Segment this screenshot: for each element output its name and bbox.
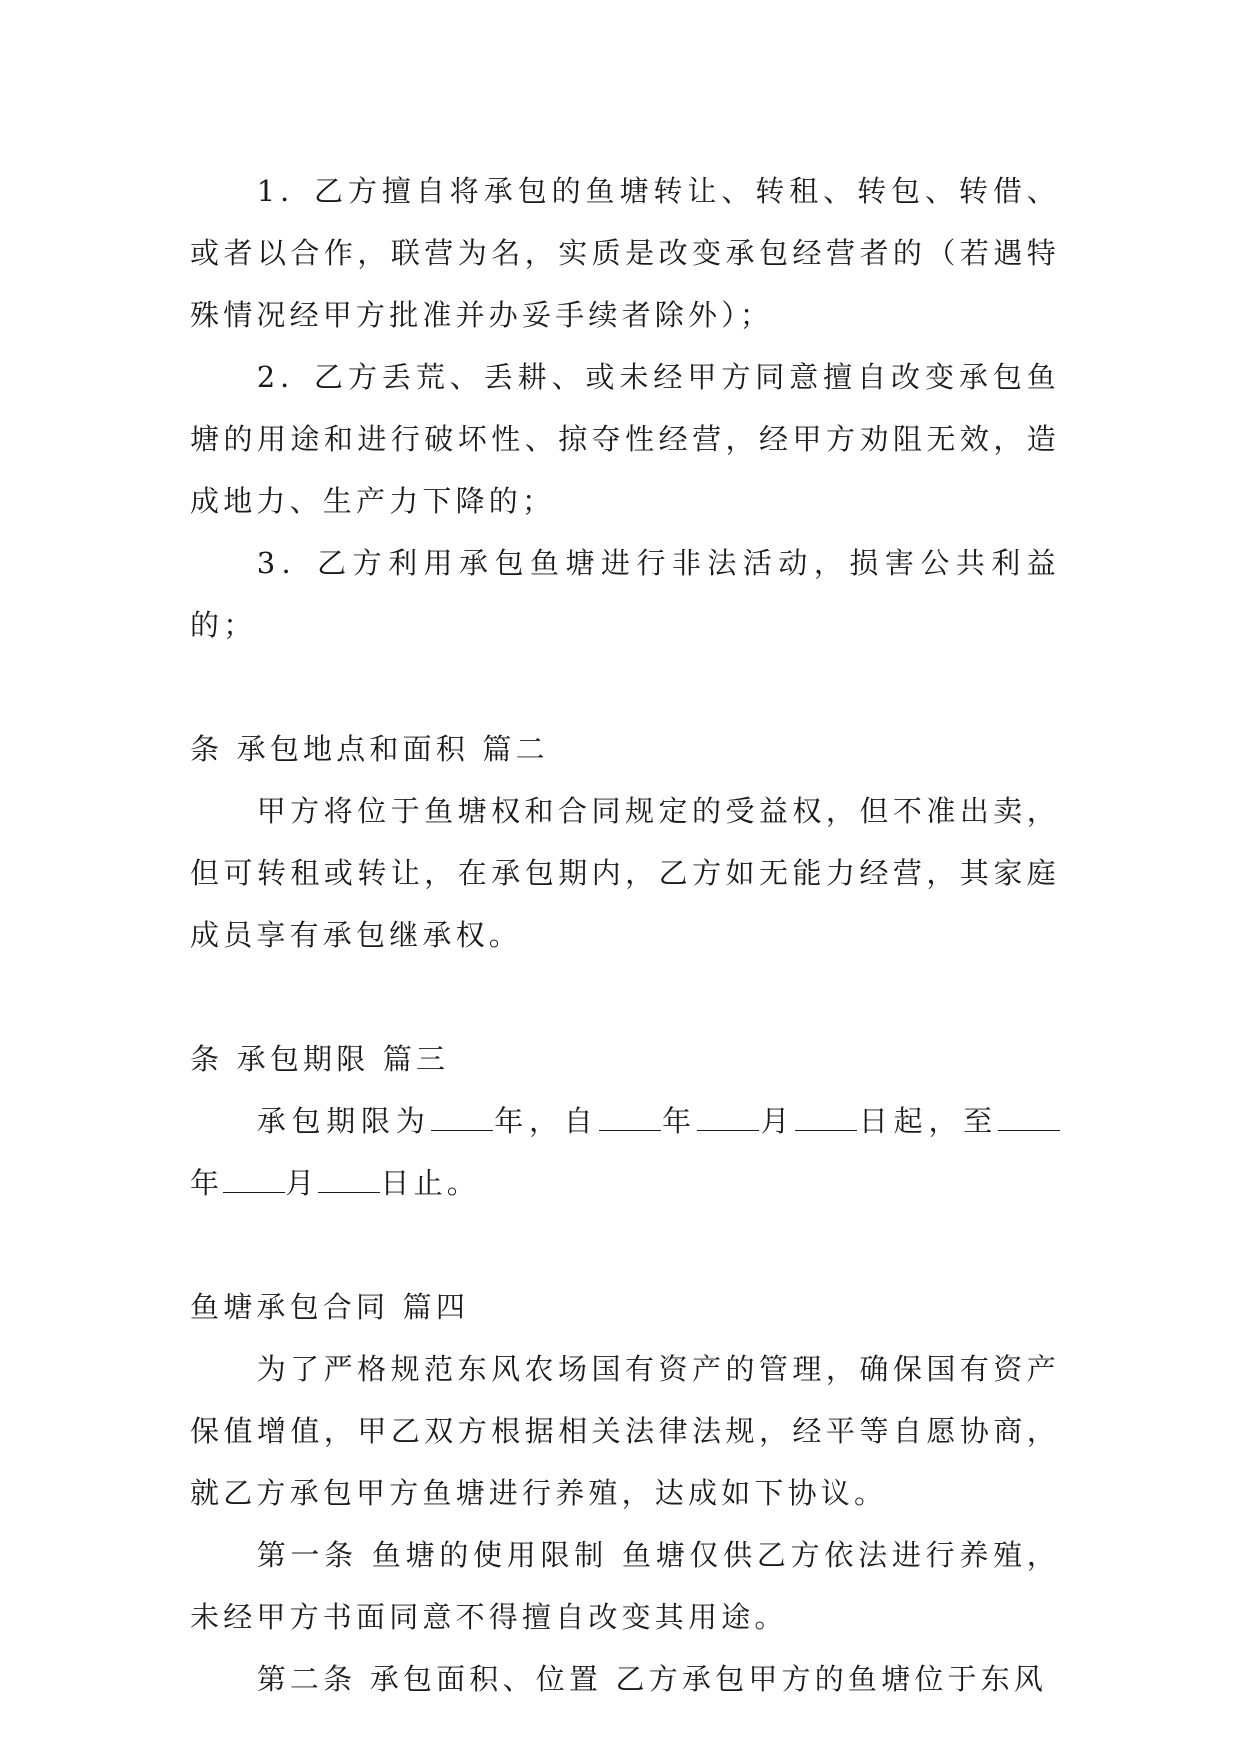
- document-body: [190, 160, 1060, 1710]
- section-spacer: [190, 656, 1060, 718]
- article-1: 第一条 鱼塘的使用限制 鱼塘仅供乙方依法进行养殖，未经甲方书面同意不得擅自改变其用途。: [190, 1538, 1060, 1634]
- section-spacer: [190, 1214, 1060, 1276]
- blank-years: [431, 1104, 493, 1131]
- section-heading-part3: 条 承包期限 篇三: [190, 1042, 450, 1076]
- article-2: 第二条 承包面积、位置 乙方承包甲方的鱼塘位于东风: [256, 1662, 1048, 1696]
- blank-end-month: [223, 1166, 285, 1193]
- clause-item-2: 2．乙方丢荒、丢耕、或未经甲方同意擅自改变承包鱼塘的用途和进行破坏性、掠夺性经营，经甲方劝阻无效，造成地力、生产力下降的；: [190, 360, 1060, 518]
- blank-start-year: [599, 1104, 661, 1131]
- section-body-part3: [190, 1090, 1060, 1214]
- blank-end-year: [998, 1104, 1060, 1131]
- term-text: 月: [285, 1166, 319, 1200]
- section-heading-part2: 条 承包地点和面积 篇二: [190, 732, 549, 766]
- clause-item-3: 3．乙方利用承包鱼塘进行非法活动，损害公共利益的；: [190, 546, 1060, 642]
- term-text: 年，自: [492, 1104, 599, 1138]
- term-text: 日起，至: [857, 1104, 999, 1138]
- section-body-part2: 甲方将位于鱼塘权和合同规定的受益权，但不准出卖，但可转租或转让，在承包期内，乙方如无能力经营，其家庭成员享有承包继承权。: [190, 794, 1060, 952]
- blank-start-month: [697, 1104, 759, 1131]
- term-text: 日止。: [380, 1166, 481, 1200]
- blank-start-day: [795, 1104, 857, 1131]
- term-text: 月: [758, 1104, 796, 1138]
- section-spacer: [190, 966, 1060, 1028]
- section-intro-part4: 为了严格规范东风农场国有资产的管理，确保国有资产保值增值，甲乙双方根据相关法律法规，经平等自愿协商，就乙方承包甲方鱼塘进行养殖，达成如下协议。: [190, 1352, 1060, 1510]
- term-text: 承包期限为: [256, 1104, 431, 1138]
- term-text: 年: [660, 1104, 697, 1138]
- blank-end-day: [318, 1166, 380, 1193]
- section-heading-part4: 鱼塘承包合同 篇四: [190, 1290, 470, 1324]
- clause-item-1: 1．乙方擅自将承包的鱼塘转让、转租、转包、转借、或者以合作，联营为名，实质是改变承包经营者的（若遇特殊情况经甲方批准并办妥手续者除外）；: [190, 174, 1060, 332]
- term-text: 年: [190, 1166, 224, 1200]
